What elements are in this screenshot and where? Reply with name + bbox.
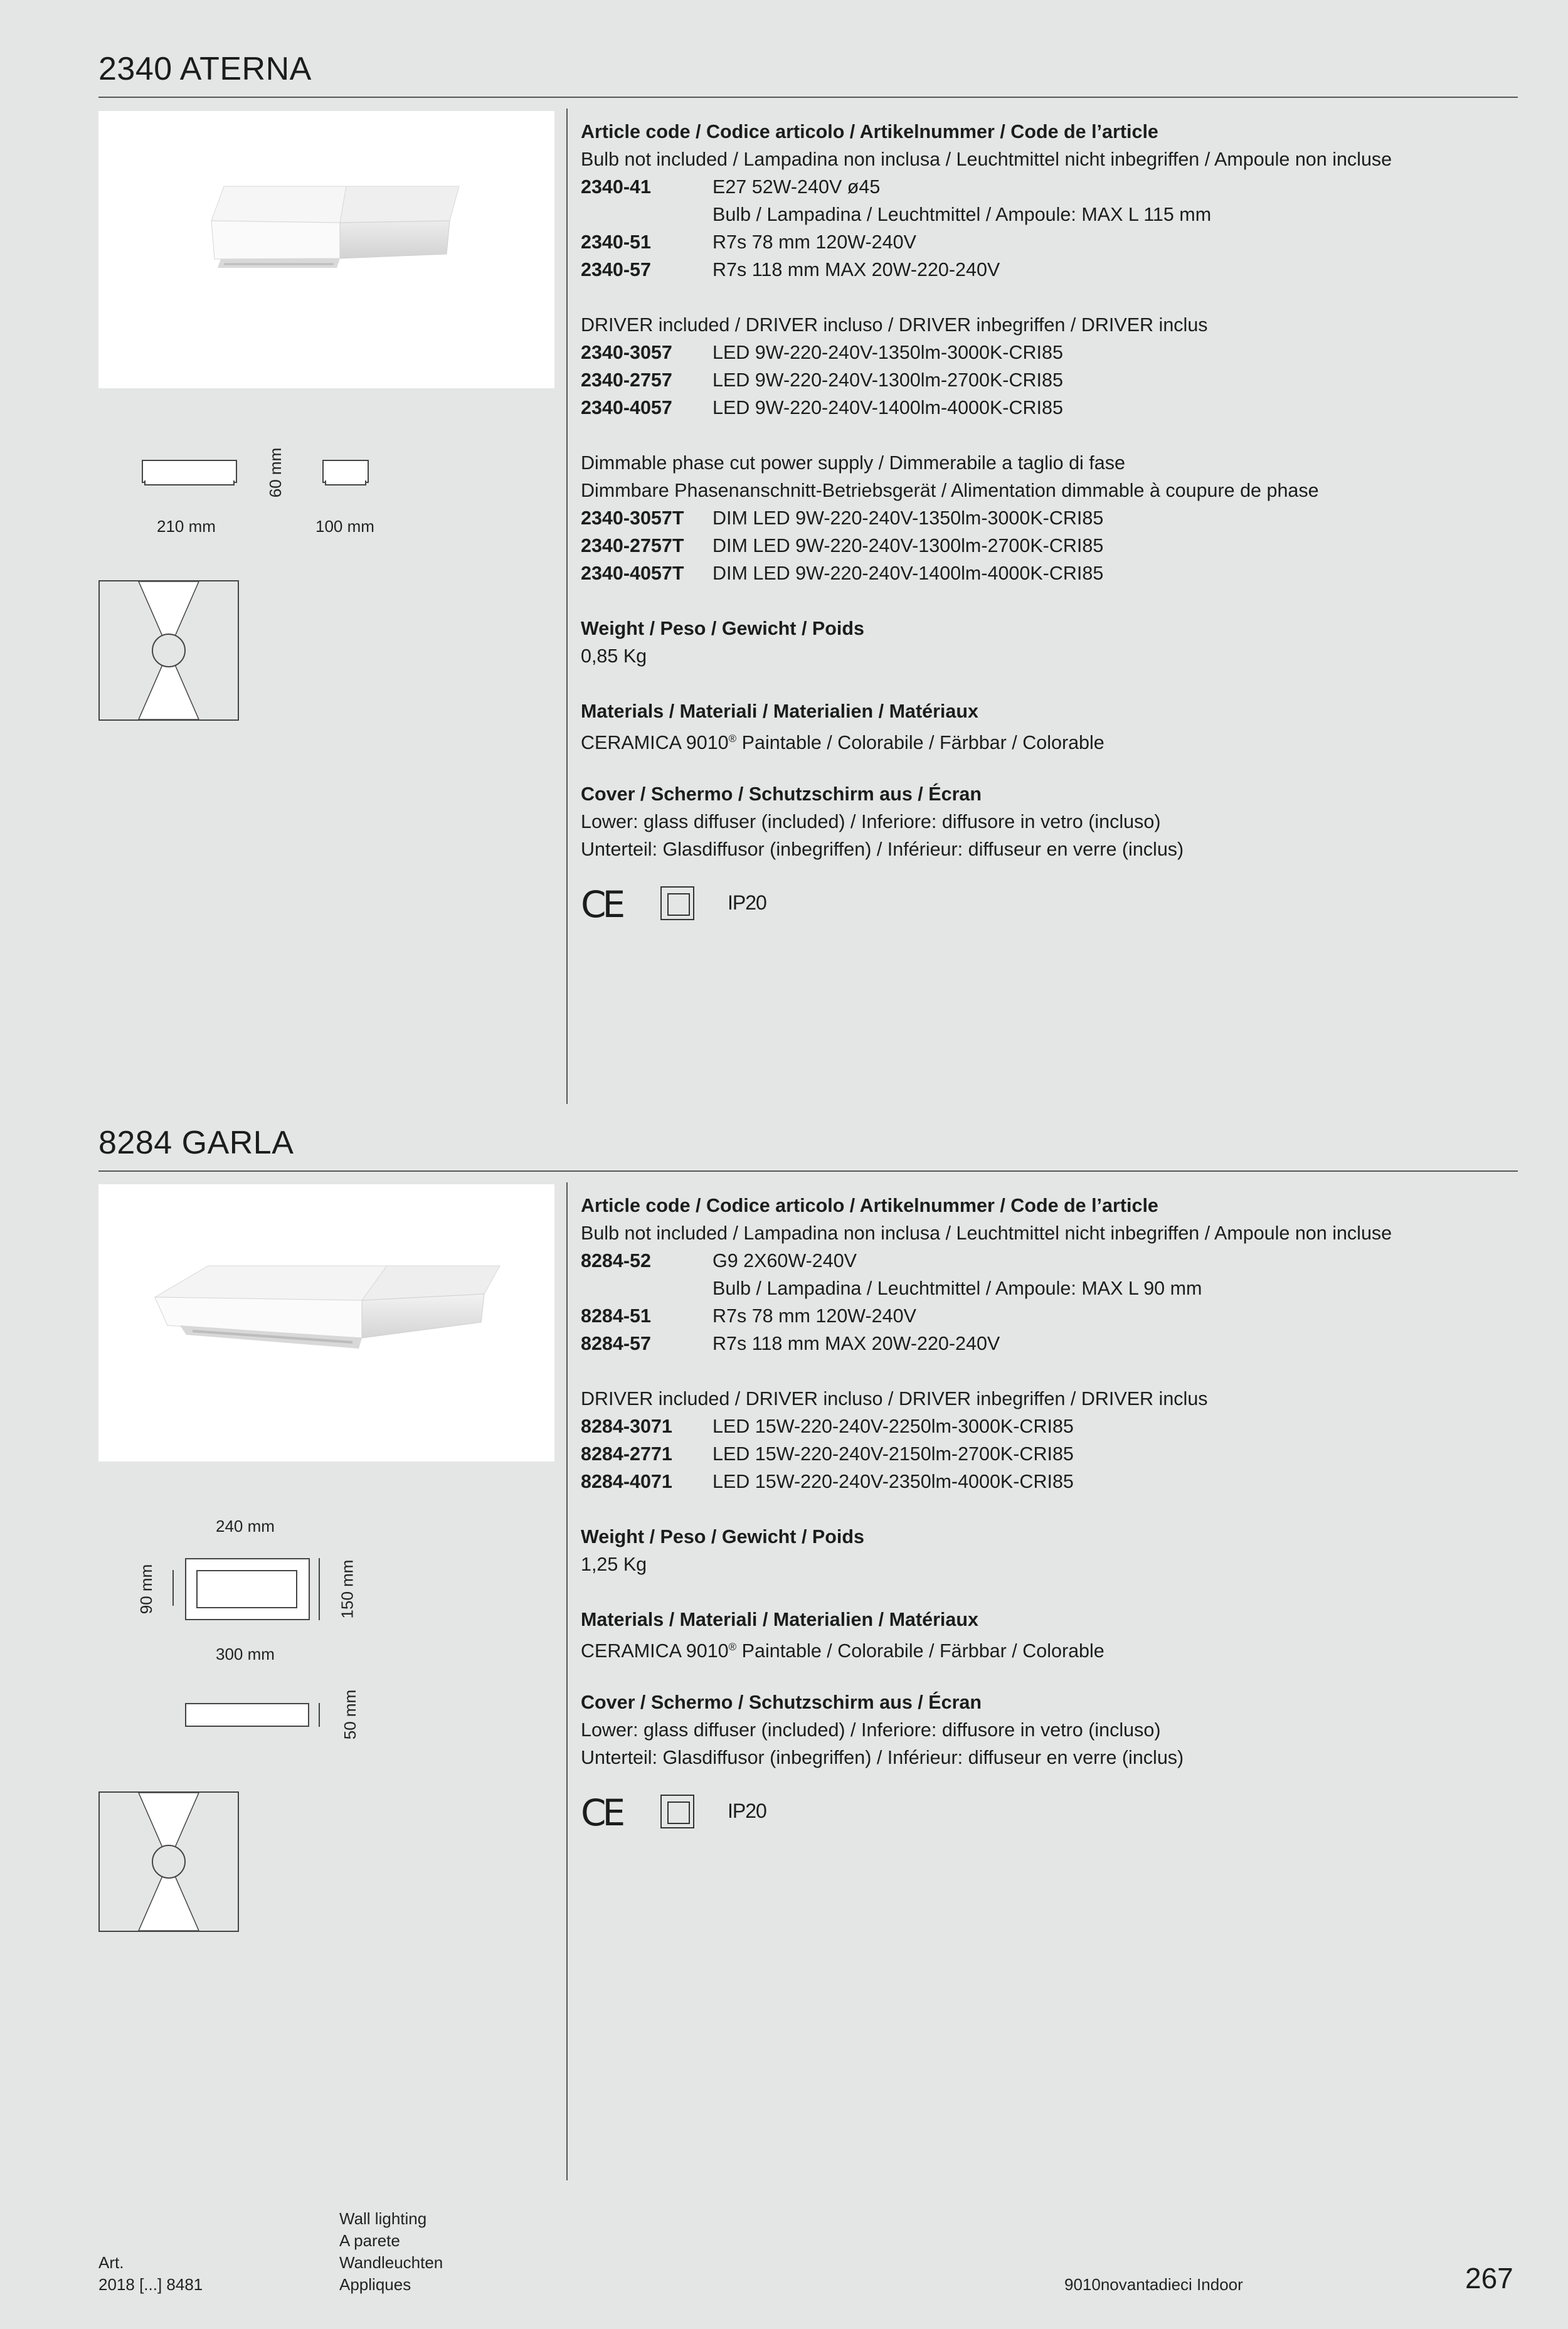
weight-value: 1,25 Kg xyxy=(581,1554,647,1575)
light-emission-diagram xyxy=(98,1791,239,1932)
dimension-height-label: 60 mm xyxy=(266,447,285,498)
product-title-aterna: 2340 ATERNA xyxy=(98,51,312,87)
dimension-top-view xyxy=(185,1703,309,1727)
ip-rating: IP20 xyxy=(728,891,766,914)
class-ii-insulation-icon xyxy=(660,886,694,920)
driver-row: 8284-3071 LED 15W-220-240V-2250lm-3000K-CRI85 xyxy=(581,1416,1074,1437)
article-code-heading: Article code / Codice articolo / Artikelnummer / Code de l’article xyxy=(581,121,1158,142)
bulb-row: 8284-52 G9 2X60W-240V xyxy=(581,1250,857,1271)
cover-line: Unterteil: Glasdiffusor (inbegriffen) / Inférieur: diffuseur en verre (inclus) xyxy=(581,1747,1184,1768)
dimmable-row: 2340-3057T DIM LED 9W-220-240V-1350lm-3000K-CRI85 xyxy=(581,507,1104,529)
footer-category-line: Wall lighting xyxy=(339,2209,427,2228)
driver-row: 8284-2771 LED 15W-220-240V-2150lm-2700K-CRI85 xyxy=(581,1443,1074,1465)
product-photo-aterna xyxy=(98,111,554,388)
cover-heading: Cover / Schermo / Schutzschirm aus / Écran xyxy=(581,1692,982,1713)
footer-category-line: Wandleuchten xyxy=(339,2253,443,2272)
dimension-inner-height-label: 90 mm xyxy=(137,1564,156,1615)
article-code-heading: Article code / Codice articolo / Artikelnummer / Code de l’article xyxy=(581,1195,1158,1216)
dimension-side-base xyxy=(325,480,366,485)
dimension-depth-label: 50 mm xyxy=(341,1689,360,1740)
dimension-depth-label: 100 mm xyxy=(315,517,374,536)
bulb-row: 2340-51 R7s 78 mm 120W-240V xyxy=(581,231,916,253)
weight-value: 0,85 Kg xyxy=(581,645,647,667)
bulb-row: 8284-51 R7s 78 mm 120W-240V xyxy=(581,1305,916,1327)
spec-block-aterna xyxy=(581,118,1509,863)
lamp-garla-image xyxy=(98,1184,554,1462)
dimension-side-view xyxy=(322,460,369,483)
bulb-heading: Bulb not included / Lampadina non inclusa / Leuchtmittel nicht inbegriffen / Ampoule non incluse xyxy=(581,1223,1392,1244)
dimmable-heading: Dimmbare Phasenanschnitt-Betriebsgerät / Alimentation dimmable à coupure de phase xyxy=(581,480,1319,501)
driver-row: 2340-3057 LED 9W-220-240V-1350lm-3000K-CRI85 xyxy=(581,342,1063,363)
dimension-tick xyxy=(172,1570,174,1606)
driver-row: 2340-2757 LED 9W-220-240V-1300lm-2700K-CRI85 xyxy=(581,369,1063,391)
bulb-heading: Bulb not included / Lampadina non inclusa / Leuchtmittel nicht inbegriffen / Ampoule non incluse xyxy=(581,149,1392,170)
footer-art-value: 2018 [...] 8481 xyxy=(98,2275,203,2294)
ce-mark-icon: CE xyxy=(581,1791,622,1834)
materials-value: CERAMICA 9010® Paintable / Colorabile / Färbbar / Colorable xyxy=(581,1640,1104,1662)
footer-category-line: A parete xyxy=(339,2231,400,2250)
dimension-front-view xyxy=(185,1558,310,1620)
bulb-row: Bulb / Lampadina / Leuchtmittel / Ampoule: MAX L 115 mm xyxy=(712,204,1212,225)
materials-value: CERAMICA 9010® Paintable / Colorabile / Färbbar / Colorable xyxy=(581,732,1104,754)
dimension-tick xyxy=(319,1703,320,1727)
weight-heading: Weight / Peso / Gewicht / Poids xyxy=(581,618,864,639)
page-number: 267 xyxy=(1465,2262,1513,2295)
title-rule xyxy=(98,1170,1518,1172)
column-divider xyxy=(566,109,568,1104)
bulb-row: 2340-41 E27 52W-240V ø45 xyxy=(581,176,881,198)
column-divider xyxy=(566,1182,568,2180)
cover-line: Unterteil: Glasdiffusor (inbegriffen) / Inférieur: diffuseur en verre (inclus) xyxy=(581,839,1184,860)
dimension-outer-width-label: 300 mm xyxy=(216,1645,275,1663)
product-photo-garla xyxy=(98,1184,554,1462)
ce-mark-icon: CE xyxy=(581,883,622,926)
materials-heading: Materials / Materiali / Materialien / Matériaux xyxy=(581,701,978,722)
cover-line: Lower: glass diffuser (included) / Inferiore: diffusore in vetro (incluso) xyxy=(581,1719,1161,1741)
dimension-width-label: 210 mm xyxy=(157,517,216,536)
class-ii-insulation-icon xyxy=(660,1795,694,1828)
bulb-row: Bulb / Lampadina / Leuchtmittel / Ampoule: MAX L 90 mm xyxy=(712,1278,1202,1299)
title-rule xyxy=(98,97,1518,98)
weight-heading: Weight / Peso / Gewicht / Poids xyxy=(581,1526,864,1547)
light-emission-diagram xyxy=(98,580,239,721)
footer-category-line: Appliques xyxy=(339,2275,411,2294)
dimmable-row: 2340-4057T DIM LED 9W-220-240V-1400lm-4000K-CRI85 xyxy=(581,563,1104,584)
footer-category xyxy=(339,2208,443,2296)
driver-heading: DRIVER included / DRIVER incluso / DRIVER inbegriffen / DRIVER inclus xyxy=(581,1388,1208,1409)
bulb-row: 8284-57 R7s 118 mm MAX 20W-220-240V xyxy=(581,1333,1000,1354)
footer-brand: 9010novantadieci Indoor xyxy=(1064,2275,1243,2294)
bulb-row: 2340-57 R7s 118 mm MAX 20W-220-240V xyxy=(581,259,1000,280)
materials-heading: Materials / Materiali / Materialien / Matériaux xyxy=(581,1609,978,1630)
spec-block-garla xyxy=(581,1192,1509,1771)
cover-heading: Cover / Schermo / Schutzschirm aus / Écran xyxy=(581,783,982,805)
cover-line: Lower: glass diffuser (included) / Inferiore: diffusore in vetro (incluso) xyxy=(581,811,1161,832)
driver-row: 2340-4057 LED 9W-220-240V-1400lm-4000K-CRI85 xyxy=(581,397,1063,418)
dimension-outer-height-label: 150 mm xyxy=(337,1559,357,1619)
footer-art-label: Art. xyxy=(98,2253,124,2272)
dimmable-heading: Dimmable phase cut power supply / Dimmerabile a taglio di fase xyxy=(581,452,1125,474)
dimension-front-view xyxy=(142,460,237,483)
dimmable-row: 2340-2757T DIM LED 9W-220-240V-1300lm-2700K-CRI85 xyxy=(581,535,1104,556)
product-title-garla: 8284 GARLA xyxy=(98,1125,294,1161)
ip-rating: IP20 xyxy=(728,1800,766,1822)
driver-row: 8284-4071 LED 15W-220-240V-2350lm-4000K-CRI85 xyxy=(581,1471,1074,1492)
dimension-inner-width-label: 240 mm xyxy=(216,1517,275,1536)
dimension-tick xyxy=(319,1558,320,1620)
dimension-front-base xyxy=(144,480,235,485)
driver-heading: DRIVER included / DRIVER incluso / DRIVER inbegriffen / DRIVER inclus xyxy=(581,314,1208,336)
footer-art xyxy=(98,2252,203,2296)
lamp-aterna-image xyxy=(98,111,554,388)
